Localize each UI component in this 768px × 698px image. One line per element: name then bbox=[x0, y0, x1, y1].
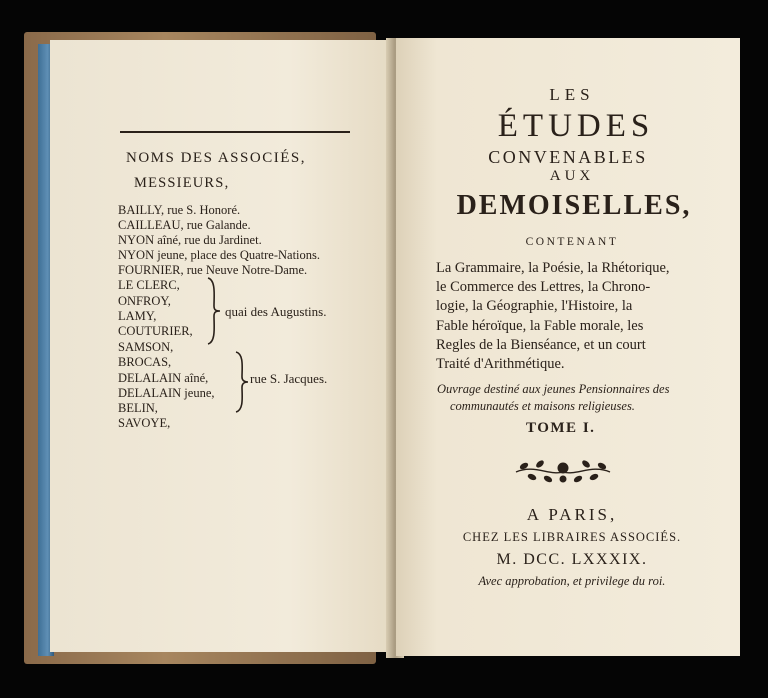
ouvrage-line: Ouvrage destiné aux jeunes Pensionnaires des bbox=[437, 382, 670, 396]
description-line: Fable héroïque, la Fable morale, les bbox=[436, 318, 644, 334]
list-item: NYON jeune, place des Quatre-Nations. bbox=[118, 248, 321, 262]
list-item: SAMSON, bbox=[118, 340, 174, 354]
ouvrage-line: communautés et maisons religieuses. bbox=[450, 399, 635, 413]
floral-vignette-icon bbox=[510, 452, 616, 490]
contenant-label: CONTENANT bbox=[525, 236, 619, 248]
list-item: SAVOYE, bbox=[118, 416, 171, 430]
list-item: BELIN, bbox=[118, 401, 158, 415]
messieurs-label: MESSIEURS, bbox=[134, 175, 230, 191]
description-line: le Commerce des Lettres, la Chrono- bbox=[436, 279, 651, 295]
list-item: CAILLEAU, rue Galande. bbox=[118, 218, 251, 232]
list-item: ONFROY, bbox=[118, 294, 171, 308]
group1-label: quai des Augustins. bbox=[225, 304, 327, 319]
year-label: M. DCC. LXXXIX. bbox=[496, 551, 648, 568]
top-rule bbox=[120, 131, 350, 133]
associates-heading: NOMS DES ASSOCIÉS, bbox=[126, 150, 306, 166]
list-item: DELALAIN aîné, bbox=[118, 371, 209, 385]
list-item: FOURNIER, rue Neuve Notre-Dame. bbox=[118, 263, 308, 277]
description-line: La Grammaire, la Poésie, la Rhétorique, bbox=[436, 260, 670, 276]
title-convenables: CONVENABLES bbox=[488, 147, 648, 167]
brace-group-2 bbox=[232, 350, 250, 414]
list-item: BAILLY, rue S. Honoré. bbox=[118, 203, 241, 217]
list-item: LAMY, bbox=[118, 309, 157, 323]
description-line: Traité d'Arithmétique. bbox=[436, 356, 565, 372]
group2-label: rue S. Jacques. bbox=[250, 371, 328, 386]
list-item: DELALAIN jeune, bbox=[118, 386, 215, 400]
place-label: A PARIS, bbox=[526, 505, 618, 524]
description-line: Regles de la Bienséance, et un court bbox=[436, 337, 646, 353]
publisher-label: CHEZ LES LIBRAIRES ASSOCIÉS. bbox=[462, 530, 682, 544]
title-les: LES bbox=[549, 85, 595, 104]
title-etudes: ÉTUDES bbox=[497, 108, 655, 144]
list-item: LE CLERC, bbox=[118, 278, 180, 292]
title-aux: AUX bbox=[549, 168, 595, 184]
list-item: COUTURIER, bbox=[118, 324, 193, 338]
tome-label: TOME I. bbox=[526, 420, 596, 436]
list-item: NYON aîné, rue du Jardinet. bbox=[118, 233, 262, 247]
list-item: BROCAS, bbox=[118, 355, 172, 369]
brace-group-1 bbox=[204, 276, 222, 346]
description-line: logie, la Géographie, l'Histoire, la bbox=[436, 298, 633, 314]
title-demoiselles: DEMOISELLES, bbox=[456, 190, 692, 221]
privilege-label: Avec approbation, et privilege du roi. bbox=[478, 574, 666, 588]
